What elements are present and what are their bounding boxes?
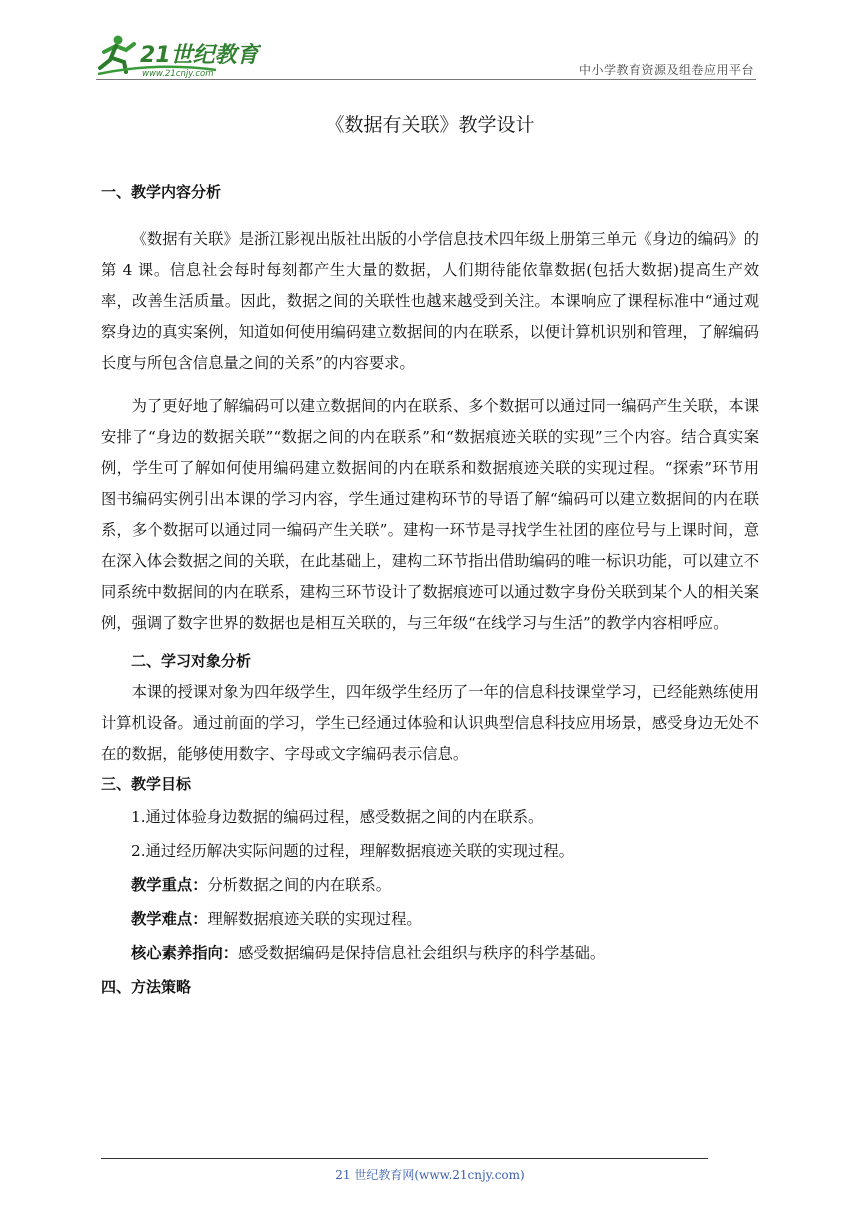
core-literacy-text: 感受数据编码是保持信息社会组织与秩序的科学基础。 [238, 944, 606, 962]
footer-text: 21 世纪教育网(www.21cnjy.com) [335, 1168, 525, 1182]
document-title: 《数据有关联》教学设计 [325, 114, 535, 136]
paragraph: 《数据有关联》是浙江影视出版社出版的小学信息技术四年级上册第三单元《身边的编码》的第 4 课。信息社会每时每刻都产生大量的数据，人们期待能依靠数据(包括大数据)提高生产效率，改善生活质量。因此，数据之间的关联性也越来越受到关注。本课响应了课程标准中“通过观察身边的真实案例，知道如何使用编码建立数据间的内在联系，以便计算机识别和管理，了解编码长度与所包含信息量之间的关系”的内容要求。 [101, 230, 759, 372]
key-point-text: 分析数据之间的内在联系。 [207, 876, 392, 894]
goal-item: 2.通过经历解决实际问题的过程，理解数据痕迹关联的实现过程。 [131, 842, 574, 860]
document-body [101, 180, 759, 999]
section-heading: 二、学习对象分析 [131, 652, 252, 670]
difficulty-text: 理解数据痕迹关联的实现过程。 [207, 910, 422, 928]
site-logo [96, 32, 261, 78]
difficulty-point [101, 907, 759, 931]
core-literacy-label: 核心素养指向： [131, 944, 239, 962]
key-point [101, 873, 759, 897]
key-point-label: 教学重点： [131, 876, 208, 894]
page-header [96, 28, 756, 80]
svg-text:21世纪教育: 21世纪教育 [140, 43, 259, 68]
paragraph: 为了更好地了解编码可以建立数据间的内在联系、多个数据可以通过同一编码产生关联，本课安排了“身边的数据关联”“数据之间的内在联系”和“数据痕迹关联的实现”三个内容。结合真实案例，学生可了解如何使用编码建立数据间的内在联系和数据痕迹关联的实现过程。“探索”环节用图书编码实例引出本课的学习内容，学生通过建构环节的导语了解“编码可以建立数据间的内在联系，多个数据可以通过同一编码产生关联”。建构一环节是寻找学生社团的座位号与上课时间，意在深入体会数据之间的关联，在此基础上，建构二环节指出借助编码的唯一标识功能，可以建立不同系统中数据间的内在联系，建构三环节设计了数据痕迹可以通过数字身份关联到某个人的相关案例，强调了数字世界的数据也是相互关联的，与三年级“在线学习与生活”的教学内容相呼应。 [101, 397, 759, 632]
svg-text:www.21cnjy.com: www.21cnjy.com [142, 69, 214, 78]
section-heading: 四、方法策略 [101, 978, 192, 996]
goal-item: 1.通过体验身边数据的编码过程，感受数据之间的内在联系。 [131, 808, 544, 826]
paragraph: 本课的授课对象为四年级学生，四年级学生经历了一年的信息科技课堂学习，已经能熟练使用计算机设备。通过前面的学习，学生已经通过体验和认识典型信息科技应用场景，感受身边无处不在的数据，能够使用数字、字母或文字编码表示信息。 [101, 683, 759, 763]
platform-label: 中小学教育资源及组卷应用平台 [578, 63, 754, 77]
footer-divider [101, 1158, 708, 1159]
difficulty-label: 教学难点： [131, 910, 208, 928]
core-literacy [101, 941, 759, 965]
header-divider [96, 79, 756, 80]
section-heading: 一、教学内容分析 [101, 183, 222, 201]
section-heading: 三、教学目标 [101, 775, 192, 793]
